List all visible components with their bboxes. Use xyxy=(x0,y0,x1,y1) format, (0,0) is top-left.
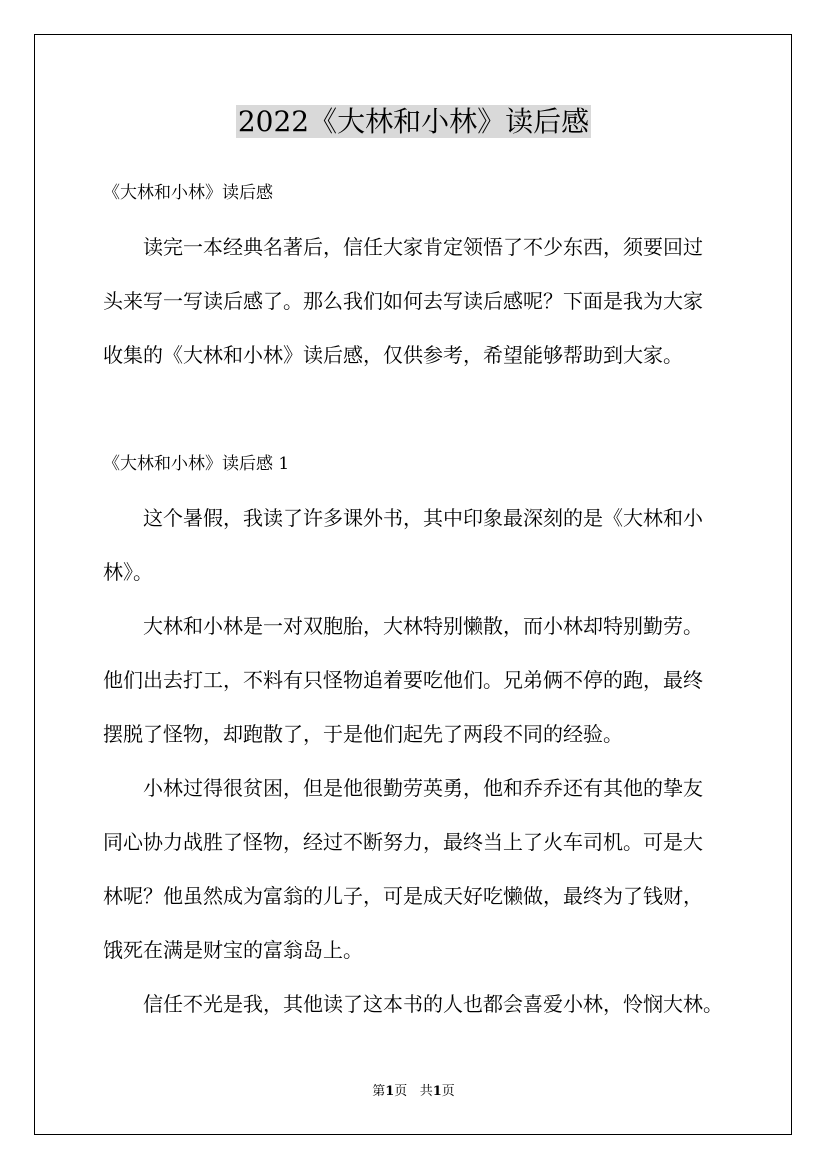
paragraph-line: 小林过得很贫困，但是他很勤劳英勇，他和乔乔还有其他的挚友 xyxy=(143,776,703,800)
paragraph-line: 林》。 xyxy=(103,560,153,584)
paragraph-line: 大林和小林是一对双胞胎，大林特别懒散，而小林却特别勤劳。 xyxy=(143,614,703,638)
total-suffix: 页 xyxy=(441,1084,455,1099)
section-body xyxy=(103,491,743,1031)
total-prefix: 共 xyxy=(419,1084,433,1099)
intro-paragraph xyxy=(103,220,743,382)
paragraph-line: 他们出去打工，不料有只怪物追着要吃他们。兄弟俩不停的跑，最终 xyxy=(103,668,703,692)
paragraph-line: 收集的《大林和小林》读后感，仅供参考，希望能够帮助到大家。 xyxy=(103,343,683,367)
paragraph-line: 同心协力战胜了怪物，经过不断努力，最终当上了火车司机。可是大 xyxy=(103,830,703,854)
paragraph-line: 饿死在满是财宝的富翁岛上。 xyxy=(103,938,363,962)
paragraph-line: 这个暑假，我读了许多课外书，其中印象最深刻的是《大林和小 xyxy=(143,506,703,530)
document-title-text: 2022《大林和小林》读后感 xyxy=(237,105,590,138)
document-title xyxy=(0,100,827,144)
paragraph-line: 林呢？他虽然成为富翁的儿子，可是成天好吃懒做，最终为了钱财， xyxy=(103,884,703,908)
paragraph-line: 信任不光是我，其他读了这本书的人也都会喜爱小林，怜悯大林。 xyxy=(143,992,723,1016)
page-suffix: 页 xyxy=(394,1084,408,1099)
paragraph-line: 摆脱了怪物，却跑散了，于是他们起先了两段不同的经验。 xyxy=(103,722,623,746)
total-pages: 1 xyxy=(432,1084,442,1099)
page-number: 1 xyxy=(385,1084,395,1099)
paragraph-line: 读完一本经典名著后，信任大家肯定领悟了不少东西，须要回过 xyxy=(143,235,703,259)
paragraph-line: 头来写一写读后感了。那么我们如何去写读后感呢？下面是我为大家 xyxy=(103,289,703,313)
subtitle: 《大林和小林》读后感 xyxy=(103,183,273,203)
page-prefix: 第 xyxy=(372,1084,386,1099)
page-footer xyxy=(0,1082,827,1102)
section-heading: 《大林和小林》读后感 1 xyxy=(103,454,290,474)
